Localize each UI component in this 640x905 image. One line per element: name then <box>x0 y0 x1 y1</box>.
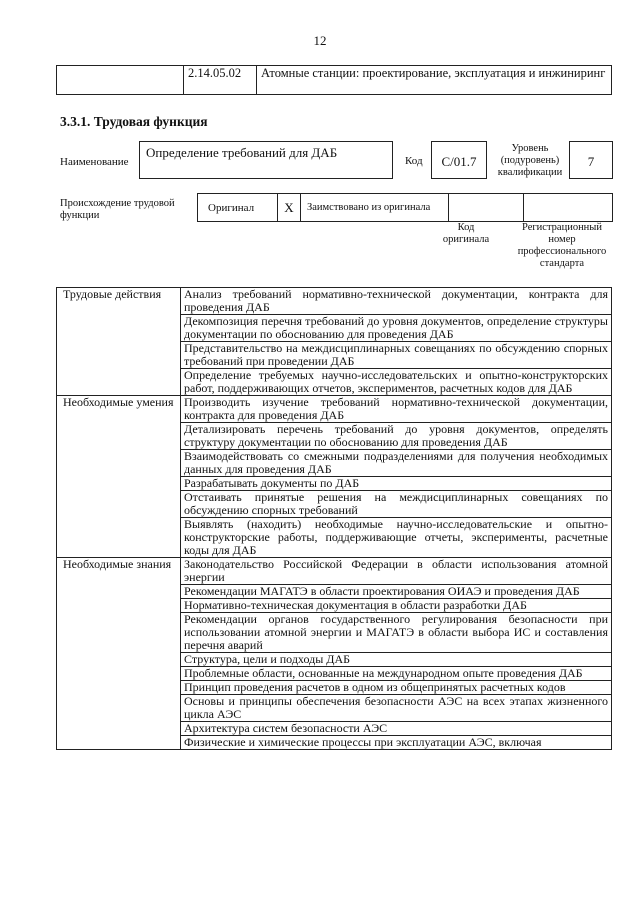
item-cell: Рекомендации органов государственного регулирования безопасности при использовании атомной энергии и МАГАТЭ в области выбора ИС и составления перечня аварий <box>181 613 612 653</box>
item-cell: Основы и принципы обеспечения безопасности АЭС на всех этапах жизненного цикла АЭС <box>181 695 612 722</box>
section-title: 3.3.1. Трудовая функция <box>60 114 208 129</box>
category-cell: Необходимые знания <box>57 558 181 750</box>
item-cell: Выявлять (находить) необходимые научно-исследовательские и опытно-конструкторские работы, поддерживающие отчеты, эксперименты, расчетные коды для ДАБ <box>181 518 612 558</box>
item-cell: Определение требуемых научно-исследовательских и опытно-конструкторских работ, поддерживающих отчетов, экспериментов, расчетных кодов для ДАБ <box>181 369 612 396</box>
item-cell: Анализ требований нормативно-технической документации, контракта для проведения ДАБ <box>181 288 612 315</box>
original-label: Оригинал <box>198 194 278 222</box>
table-row <box>57 288 612 315</box>
item-cell: Законодательство Российской Федерации в области использования атомной энергии <box>181 558 612 585</box>
category-cell: Необходимые умения <box>57 396 181 558</box>
table-row <box>57 558 612 585</box>
item-cell: Нормативно-техническая документация в области разработки ДАБ <box>181 599 612 613</box>
item-cell: Разрабатывать документы по ДАБ <box>181 477 612 491</box>
item-cell: Отстаивать принятые решения на междисциплинарных совещаниях по обсуждению спорных требований <box>181 491 612 518</box>
function-name: Определение требований для ДАБ <box>139 141 393 179</box>
item-cell: Декомпозиция перечня требований до уровня документов, определение структуры документации по обоснованию для проведения ДАБ <box>181 315 612 342</box>
original-code-cell <box>449 194 524 222</box>
original-mark: X <box>278 194 301 222</box>
classification-code-table <box>56 65 612 95</box>
function-code: С/01.7 <box>431 141 487 179</box>
level-label: Уровень (подуровень) квалификации <box>497 143 563 178</box>
item-cell: Взаимодействовать со смежными подразделениями для получения необходимых данных для проведения ДАБ <box>181 450 612 477</box>
item-cell: Детализировать перечень требований до уровня документов, определять структуру документации по обоснованию для проведения ДАБ <box>181 423 612 450</box>
empty-cell <box>57 66 184 95</box>
item-cell: Архитектура систем безопасности АЭС <box>181 722 612 736</box>
item-cell: Структура, цели и подходы ДАБ <box>181 653 612 667</box>
category-cell: Трудовые действия <box>57 288 181 396</box>
item-cell: Рекомендации МАГАТЭ в области проектирования ОИАЭ и проведения ДАБ <box>181 585 612 599</box>
origin-label: Происхождение трудовой функции <box>60 198 175 221</box>
page-number: 12 <box>313 33 327 48</box>
origin-table <box>197 193 613 222</box>
reg-number-caption: Регистрационный номер профессионального стандарта <box>517 222 607 269</box>
item-cell: Представительство на междисциплинарных совещаниях по обсуждению спорных требований при проведении ДАБ <box>181 342 612 369</box>
name-label: Наименование <box>60 156 129 168</box>
classification-code: 2.14.05.02 <box>184 66 257 95</box>
table-row <box>57 396 612 423</box>
reg-number-cell <box>524 194 613 222</box>
code-label: Код <box>405 155 423 167</box>
borrowed-label: Заимствовано из оригинала <box>301 194 449 222</box>
item-cell: Проблемные области, основанные на международном опыте проведения ДАБ <box>181 667 612 681</box>
original-code-caption: Код оригинала <box>442 222 490 245</box>
item-cell: Физические и химические процессы при эксплуатации АЭС, включая <box>181 736 612 750</box>
qualification-level: 7 <box>569 141 613 179</box>
function-details-table <box>56 287 612 750</box>
classification-name: Атомные станции: проектирование, эксплуатация и инжиниринг <box>257 66 612 95</box>
item-cell: Производить изучение требований нормативно-технической документации, контракта для проведения ДАБ <box>181 396 612 423</box>
item-cell: Принцип проведения расчетов в одном из общепринятых расчетных кодов <box>181 681 612 695</box>
